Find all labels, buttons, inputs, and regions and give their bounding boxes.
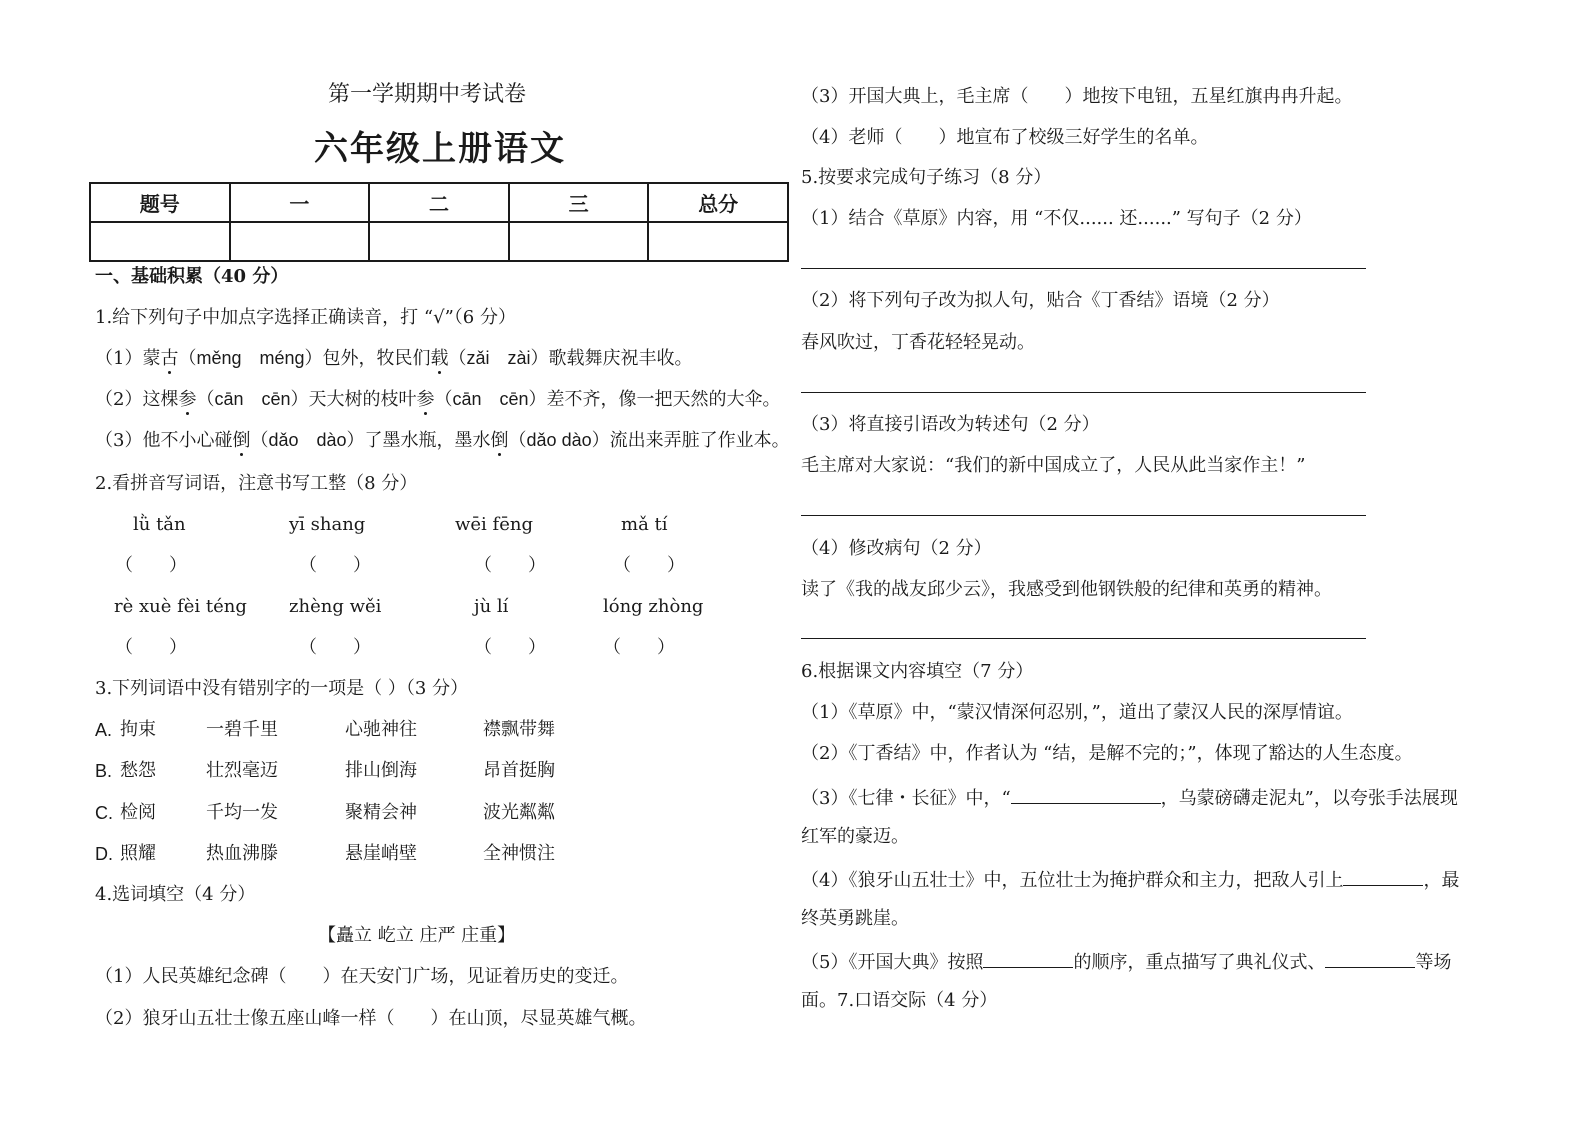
exam-title: 六年级上册语文 bbox=[314, 129, 566, 169]
question-5-prompt: 5.按要求完成句子练习（8 分） bbox=[801, 167, 1052, 188]
pinyin-options: dǎo dào bbox=[526, 430, 592, 450]
fill-blank[interactable] bbox=[1343, 867, 1423, 886]
answer-parentheses[interactable]: （ ） bbox=[603, 637, 675, 658]
text-fragment: （ bbox=[508, 430, 527, 451]
question-5-item-2: （2）将下列句子改为拟人句，贴合《丁香结》语境（2 分） bbox=[801, 290, 1280, 311]
option-word: 热血沸滕 bbox=[206, 843, 278, 864]
question-6-item-4 bbox=[801, 867, 1459, 892]
option-word: 聚精会神 bbox=[345, 802, 417, 823]
option-word: 千均一发 bbox=[206, 802, 278, 823]
text-fragment: ，最 bbox=[1423, 870, 1460, 891]
question-4-sentence-4: （4）老师（ ）地宣布了校级三好学生的名单。 bbox=[801, 127, 1209, 148]
text-fragment: ）包外，牧民们 bbox=[304, 348, 431, 369]
score-header-cell: 总分 bbox=[648, 183, 788, 222]
option-word: 波光粼粼 bbox=[483, 802, 555, 823]
question-5-item-4: （4）修改病句（2 分） bbox=[801, 538, 992, 559]
question-6-item-3 bbox=[801, 785, 1458, 810]
text-fragment: ）了墨水瓶，墨水 bbox=[346, 430, 491, 451]
question-6-prompt: 6.根据课文内容填空（7 分） bbox=[801, 661, 1034, 682]
text-fragment: （3）他不小心碰 bbox=[95, 430, 233, 451]
score-table-header-row bbox=[90, 183, 788, 222]
pinyin-options: zǎi zài bbox=[466, 348, 531, 368]
dotted-character: 参 bbox=[178, 389, 197, 410]
pinyin-item: yī shang bbox=[289, 514, 366, 535]
question-1-prompt: 1.给下列句子中加点字选择正确读音，打 “√”（6 分） bbox=[95, 307, 516, 328]
question-6-item-4-cont: 终英勇跳崖。 bbox=[801, 908, 909, 929]
section-heading: 一、基础积累（40 分） bbox=[95, 266, 289, 287]
text-fragment: （2）这棵 bbox=[95, 389, 179, 410]
score-input-cell[interactable] bbox=[648, 222, 788, 261]
option-word: 襟飘带舞 bbox=[483, 719, 555, 740]
answer-parentheses[interactable]: （ ） bbox=[474, 555, 546, 576]
question-5-item-2-text: 春风吹过，丁香花轻轻晃动。 bbox=[801, 332, 1035, 353]
question-5-item-1: （1）结合《草原》内容，用 “不仅...... 还......” 写句子（2 分） bbox=[801, 208, 1312, 229]
question-5-item-3-text: 毛主席对大家说：“我们的新中国成立了，人民从此当家作主！” bbox=[801, 455, 1306, 476]
text-fragment: 的顺序，重点描写了典礼仪式、 bbox=[1073, 952, 1326, 973]
score-input-cell[interactable] bbox=[369, 222, 509, 261]
text-fragment: （ bbox=[434, 389, 453, 410]
pinyin-options: měng méng bbox=[196, 348, 305, 368]
text-fragment: 等场 bbox=[1415, 952, 1452, 973]
question-4-sentence-2: （2）狼牙山五壮士像五座山峰一样（ ）在山顶，尽显英雄气概。 bbox=[95, 1008, 647, 1029]
answer-line[interactable] bbox=[801, 638, 1366, 639]
question-4-sentence-1: （1）人民英雄纪念碑（ ）在天安门广场，见证着历史的变迁。 bbox=[95, 966, 629, 987]
option-label: D. bbox=[95, 844, 113, 864]
score-table-value-row bbox=[90, 222, 788, 261]
pinyin-item: wēi fēng bbox=[455, 514, 533, 535]
question-6-item-5 bbox=[801, 949, 1451, 974]
pinyin-options: cān cēn bbox=[452, 389, 529, 409]
question-4-sentence-3: （3）开国大典上，毛主席（ ）地按下电钮，五星红旗冉冉升起。 bbox=[801, 86, 1353, 107]
score-header-cell: 一 bbox=[230, 183, 370, 222]
answer-parentheses[interactable]: （ ） bbox=[115, 555, 187, 576]
fill-blank[interactable] bbox=[1011, 785, 1161, 804]
score-header-cell: 题号 bbox=[90, 183, 230, 222]
question-6-item-3-cont: 红军的豪迈。 bbox=[801, 826, 909, 847]
score-input-cell[interactable] bbox=[230, 222, 370, 261]
option-word: 排山倒海 bbox=[345, 760, 417, 781]
option-word: 昂首挺胸 bbox=[483, 760, 555, 781]
text-fragment: ）差不齐，像一把天然的大伞。 bbox=[528, 389, 781, 410]
word-bank: 【矗立 屹立 庄严 庄重】 bbox=[318, 925, 516, 946]
answer-parentheses[interactable]: （ ） bbox=[613, 555, 685, 576]
answer-parentheses[interactable]: （ ） bbox=[115, 637, 187, 658]
option-word: 悬崖峭壁 bbox=[345, 843, 417, 864]
option-word: 一碧千里 bbox=[206, 719, 278, 740]
option-word: 全神惯注 bbox=[483, 843, 555, 864]
answer-parentheses[interactable]: （ ） bbox=[299, 637, 371, 658]
score-input-cell[interactable] bbox=[509, 222, 649, 261]
text-fragment: ，乌蒙磅礴走泥丸”，以夸张手法展现 bbox=[1160, 788, 1458, 809]
dotted-character: 载 bbox=[430, 348, 449, 369]
pinyin-item: lǜ tǎn bbox=[133, 514, 186, 535]
question-4-prompt: 4.选词填空（4 分） bbox=[95, 884, 256, 905]
score-input-cell[interactable] bbox=[90, 222, 230, 261]
text-fragment: ）天大树的枝叶 bbox=[290, 389, 417, 410]
question-1-sentence-2 bbox=[95, 388, 781, 411]
option-label: A. bbox=[95, 720, 113, 740]
text-fragment: （3）《七律・长征》中，“ bbox=[801, 788, 1011, 809]
text-fragment: （ bbox=[196, 389, 215, 410]
text-fragment: （1）蒙 bbox=[95, 348, 161, 369]
dotted-character: 倒 bbox=[232, 430, 251, 451]
pinyin-item: lóng zhòng bbox=[603, 596, 704, 617]
answer-line[interactable] bbox=[801, 515, 1366, 516]
fill-blank[interactable] bbox=[1325, 949, 1415, 968]
question-2-prompt: 2.看拼音写词语，注意书写工整（8 分） bbox=[95, 473, 418, 494]
option-label: C. bbox=[95, 803, 113, 823]
pinyin-options: cān cēn bbox=[214, 389, 291, 409]
question-6-item-5-cont: 面。7.口语交际（4 分） bbox=[801, 990, 998, 1011]
question-6-item-1: （1）《草原》中，“蒙汉情深何忍别，”，道出了蒙汉人民的深厚情谊。 bbox=[801, 702, 1353, 723]
question-6-item-2: （2）《丁香结》中，作者认为 “结，是解不完的；”，体现了豁达的人生态度。 bbox=[801, 743, 1413, 764]
text-fragment: ）歌载舞庆祝丰收。 bbox=[530, 348, 693, 369]
text-fragment: （ bbox=[250, 430, 269, 451]
option-word: 心驰神往 bbox=[345, 719, 417, 740]
text-fragment: 古 bbox=[160, 348, 179, 369]
question-5-item-4-text: 读了《我的战友邱少云》，我感受到他钢铁般的纪律和英勇的精神。 bbox=[801, 579, 1332, 600]
text-fragment: （4）《狼牙山五壮士》中，五位壮士为掩护群众和主力，把敌人引上 bbox=[801, 870, 1344, 891]
pinyin-item: zhèng wěi bbox=[289, 596, 382, 617]
pinyin-item: jù lí bbox=[474, 596, 509, 617]
dotted-character: 参 bbox=[416, 389, 435, 410]
question-1-sentence-3 bbox=[95, 429, 790, 452]
text-fragment: （ bbox=[448, 348, 467, 369]
exam-subtitle: 第一学期期中考试卷 bbox=[328, 82, 527, 107]
dotted-character: 倒 bbox=[490, 430, 509, 451]
answer-parentheses[interactable]: （ ） bbox=[474, 637, 546, 658]
answer-parentheses[interactable]: （ ） bbox=[299, 555, 371, 576]
question-3-prompt: 3.下列词语中没有错别字的一项是（ ）（3 分） bbox=[95, 678, 469, 699]
text-fragment: ）流出来弄脏了作业本。 bbox=[591, 430, 790, 451]
option-word: 壮烈毫迈 bbox=[206, 760, 278, 781]
option-word: 照耀 bbox=[120, 843, 156, 864]
score-table bbox=[89, 182, 789, 262]
question-1-sentence-1 bbox=[95, 347, 693, 370]
pinyin-item: mǎ tí bbox=[621, 514, 668, 535]
answer-line[interactable] bbox=[801, 268, 1366, 269]
score-header-cell: 三 bbox=[509, 183, 649, 222]
option-word: 检阅 bbox=[120, 802, 156, 823]
fill-blank[interactable] bbox=[983, 949, 1073, 968]
text-fragment: （5）《开国大典》按照 bbox=[801, 952, 984, 973]
answer-line[interactable] bbox=[801, 392, 1366, 393]
pinyin-options: dǎo dào bbox=[268, 430, 347, 450]
question-5-item-3: （3）将直接引语改为转述句（2 分） bbox=[801, 414, 1100, 435]
option-label: B. bbox=[95, 761, 113, 781]
score-header-cell: 二 bbox=[369, 183, 509, 222]
pinyin-item: rè xuè fèi téng bbox=[114, 596, 247, 617]
option-word: 拘束 bbox=[120, 719, 156, 740]
option-word: 愁怨 bbox=[120, 760, 156, 781]
text-fragment: （ bbox=[178, 348, 197, 369]
